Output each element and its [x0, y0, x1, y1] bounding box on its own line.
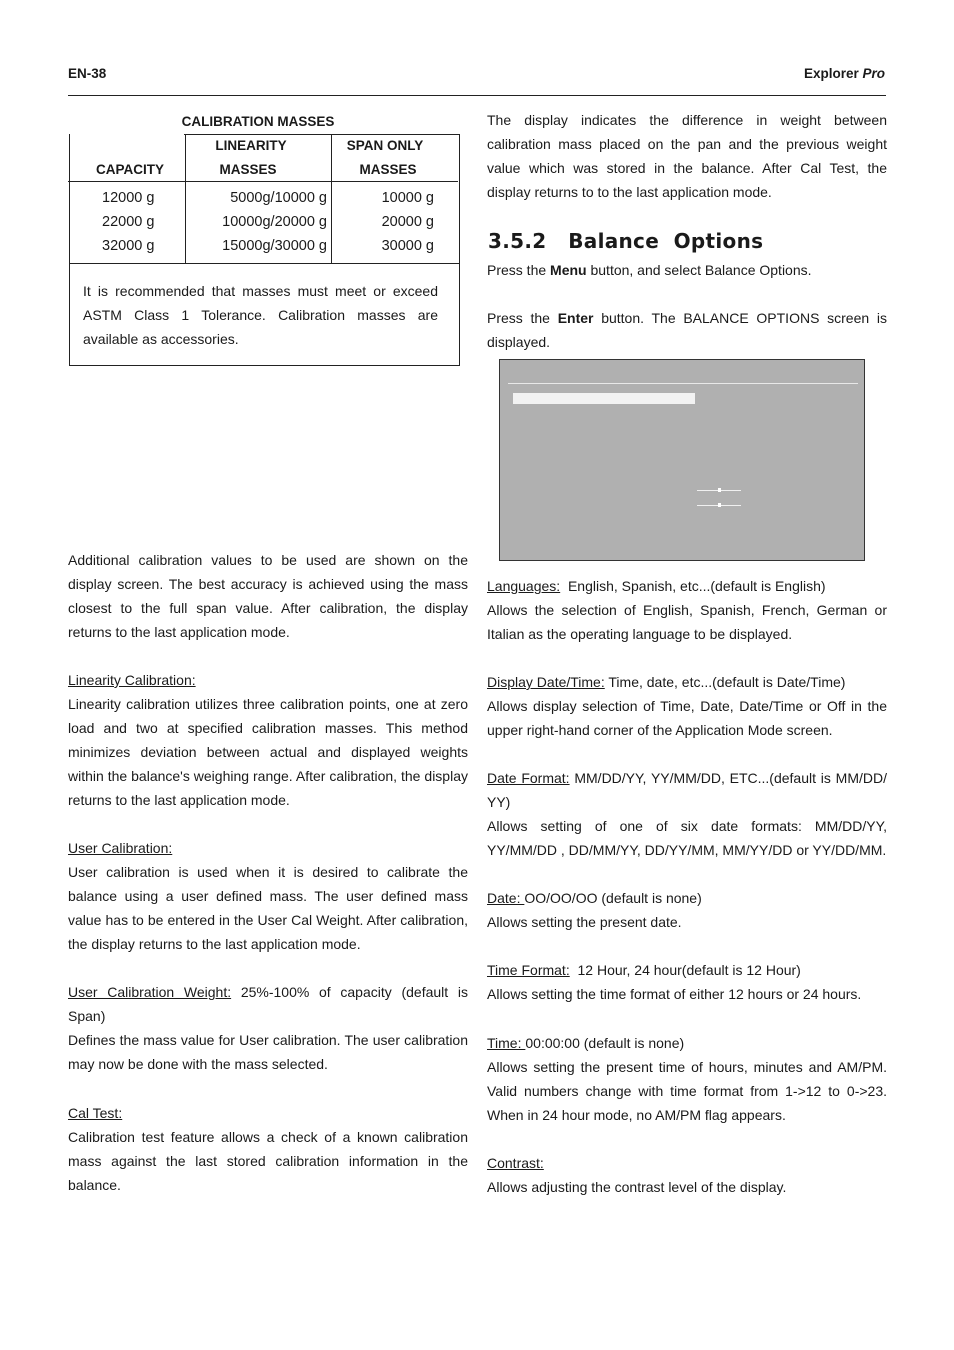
contrast-body: Allows adjusting the contrast level of the display. [487, 1179, 787, 1195]
table-cell: 22000 g [102, 214, 155, 230]
display-datetime-body: Allows display selection of Time, Date, Date/Time or Off in the upper right-hand corner of the Application Mode screen. [487, 698, 887, 738]
cal-table-title: CALIBRATION MASSES [181, 114, 335, 129]
date-format-section: Date Format: MM/DD/YY, YY/MM/DD, ETC...(default is MM/DD/ YY) Allows setting of one of six date formats: MM/DD/YY, YY/MM/DD , DD/MM/YY, DD/YY/MM, MM/YY/DD or YY/DD/MM. [487, 766, 887, 862]
user-cal-weight-body: Defines the mass value for User calibration. The user calibration may now be done with the mass selected. [68, 1032, 468, 1072]
span-cells [340, 186, 434, 258]
table-cell: 15000g/30000 g [222, 238, 327, 254]
time-body: Allows setting the present time of hours, minutes and AM/PM. Valid numbers change with time format from 1->12 to 0->23. When in 24 hour mode, no AM/PM flag appears. [487, 1059, 887, 1123]
left-intro: Additional calibration values to be used are shown on the display screen. The best accuracy is achieved using the mass closest to the full span value. After calibration, the display returns to the last application mode. [68, 552, 468, 640]
user-cal-heading: User Calibration: [68, 840, 173, 856]
languages-section: Languages: English, Spanish, etc...(default is English) Allows the selection of English, Spanish, French, German or Italian as the operating language to be displayed. [487, 574, 887, 646]
linearity-heading: Linearity Calibration: [68, 672, 196, 688]
enter-instruction: Press the Enter button. The BALANCE OPTIONS screen is displayed. [487, 310, 887, 350]
header-underline [68, 181, 458, 182]
menu-instruction: Press the Menu button, and select Balance Options. [487, 262, 812, 278]
cal-table-note: It is recommended that masses must meet or exceed ASTM Class 1 Tolerance. Calibration masses are available as accessories. [83, 283, 438, 347]
linearity-body: Linearity calibration utilizes three calibration points, one at zero load and two at specified calibration masses. This method minimizes deviation between actual and displayed weights within the balance's weighing range. After calibration, the display returns to the last application mode. [68, 696, 468, 808]
time-format-body: Allows setting the time format of either 12 hours or 24 hours. [487, 986, 862, 1002]
col-linearity-header-2: MASSES [219, 162, 277, 177]
table-cell: 12000 g [102, 190, 155, 206]
capacity-cell-top [70, 134, 184, 136]
cal-test-section [68, 1101, 468, 1197]
contrast-heading: Contrast: [487, 1155, 544, 1171]
header-rule [68, 95, 886, 96]
cal-test-body: Calibration test feature allows a check of a known calibration mass against the last stored calibration information in the balance. [68, 1129, 468, 1193]
display-datetime-section: Display Date/Time: Time, date, etc...(default is Date/Time) Allows display selection of Time, Date, Date/Time or Off in the upper right-hand corner of the Application Mode screen. [487, 670, 887, 742]
col-linearity-header-1: LINEARITY [215, 138, 287, 153]
section-heading: 3.5.2 Balance Options [488, 229, 764, 253]
product-name: Explorer [803, 66, 859, 81]
user-cal-section [68, 836, 468, 956]
col-divider [331, 134, 332, 264]
linearity-cells [190, 186, 327, 258]
date-body: Allows setting the present date. [487, 914, 682, 930]
screen-title-rule [508, 383, 858, 384]
contrast-section [487, 1151, 887, 1199]
time-format-section: Time Format: 12 Hour, 24 hour(default is 12 Hour) Allows setting the time format of either 12 hours or 24 hours. [487, 958, 887, 1006]
user-cal-weight-section [68, 980, 468, 1076]
time-heading: Time: [487, 1035, 526, 1051]
time-format-heading: Time Format: [487, 962, 570, 978]
table-cell: 30000 g [381, 238, 434, 254]
user-cal-weight-heading: User Calibration Weight: [68, 984, 232, 1000]
languages-body: Allows the selection of English, Spanish, French, German or Italian as the operating language to be displayed. [487, 602, 887, 642]
product-suffix: Pro [862, 66, 885, 81]
screen-slider-knob [718, 488, 721, 492]
table-cell: 20000 g [381, 214, 434, 230]
table-cell: 5000g/10000 g [230, 190, 327, 206]
screen-slider-knob [718, 503, 721, 507]
languages-heading: Languages: [487, 578, 561, 594]
cal-test-heading: Cal Test: [68, 1105, 123, 1121]
page-number: EN-38 [68, 66, 107, 81]
enter-key: Enter [557, 310, 594, 326]
running-header [804, 66, 885, 81]
col-divider [185, 134, 186, 264]
display-datetime-heading: Display Date/Time: [487, 674, 605, 690]
linearity-section [68, 668, 468, 812]
table-cell: 32000 g [102, 238, 155, 254]
table-divider [69, 263, 460, 264]
col-span-header-1: SPAN ONLY [346, 138, 424, 153]
date-format-body: Allows setting of one of six date formats: MM/DD/YY, YY/MM/DD , DD/MM/YY, DD/YY/MM, MM/YY/DD or YY/DD/MM. [487, 818, 887, 858]
table-cell: 10000g/20000 g [222, 214, 327, 230]
col-span-header-2: MASSES [359, 162, 417, 177]
date-format-heading: Date Format: [487, 770, 570, 786]
menu-key: Menu [550, 262, 587, 278]
balance-options-screen [499, 359, 865, 561]
time-section: Time: 00:00:00 (default is none) Allows setting the present time of hours, minutes and AM/PM. Valid numbers change with time format from 1->12 to 0->23. When in 24 hour mode, no AM/PM flag appears. [487, 1031, 887, 1127]
date-heading: Date: [487, 890, 525, 906]
capacity-cells [102, 186, 154, 258]
screen-highlight-bar [513, 393, 695, 404]
user-cal-weight-range: 25%-100% of capacity (default is Span) [68, 984, 468, 1024]
cal-test-continued: The display indicates the difference in weight between calibration mass placed on the pan and the previous weight value which was stored in the balance. After Cal Test, the display returns to to the last application mode. [487, 112, 887, 200]
date-section: Date: OO/OO/OO (default is none) Allows setting the present date. [487, 886, 887, 934]
user-cal-body: User calibration is used when it is desired to calibrate the balance using a user defined mass. The user defined mass value has to be entered in the User Cal Weight. After calibration, the display returns to the last application mode. [68, 864, 468, 952]
col-capacity-header: CAPACITY [95, 162, 164, 177]
table-cell: 10000 g [381, 190, 434, 206]
